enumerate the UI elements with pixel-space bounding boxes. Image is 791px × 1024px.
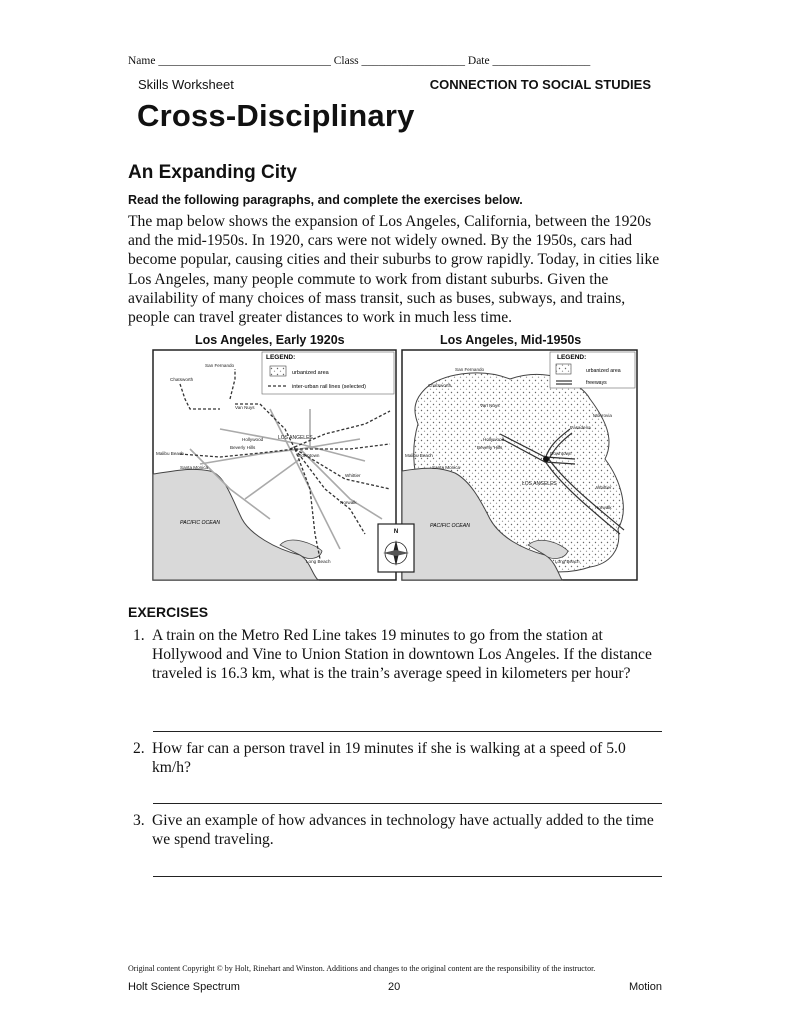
page-title: Cross-Disciplinary <box>137 98 415 133</box>
exercise-number: 1. <box>133 627 145 644</box>
student-info-line <box>128 55 663 67</box>
left-place-beverly-hills: Beverly Hills <box>230 445 256 450</box>
right-downtown-marker <box>543 456 549 462</box>
compass-north-label: N <box>393 529 399 535</box>
right-legend-urban: urbanized area <box>586 368 621 374</box>
exercise-number: 2. <box>133 740 145 757</box>
left-place-malibu-beach: Malibu Beach <box>156 451 184 456</box>
left-place-long-beach: Long Beach <box>306 559 331 564</box>
answer-line-1[interactable] <box>153 731 662 732</box>
left-place-norwalk: Norwalk <box>340 500 357 505</box>
right-map-title: Los Angeles, Mid-1950s <box>440 333 582 347</box>
name-field[interactable]: ______________________________ <box>158 55 331 67</box>
right-ocean-label: PACIFIC OCEAN <box>430 523 470 529</box>
name-label: Name <box>128 55 156 67</box>
book-title: Holt Science Spectrum <box>128 981 240 993</box>
class-label: Class <box>333 55 359 67</box>
right-place-whittier: Whittier <box>596 485 612 490</box>
left-map <box>153 350 399 580</box>
date-field[interactable]: _________________ <box>492 55 591 67</box>
exercise-2 <box>133 739 661 777</box>
worksheet-type: Skills Worksheet <box>138 77 234 92</box>
left-place-los-angeles: LOS ANGELES <box>278 435 313 441</box>
exercise-text: Give an example of how advances in technology have actually added to the time we spend traveling. <box>152 812 654 849</box>
chapter-name: Motion <box>628 981 662 993</box>
right-place-downtown: Downtown <box>550 451 572 456</box>
class-field[interactable]: __________________ <box>361 55 466 67</box>
copyright-notice: Original content Copyright © by Holt, Rinehart and Winston. Additions and changes to the original content are the responsibility of the instructor. <box>128 964 596 973</box>
right-legend-title: LEGEND: <box>557 354 587 361</box>
right-place-monrovia: Monrovia <box>593 413 612 418</box>
right-place-hollywood: Hollywood <box>483 437 505 442</box>
exercises-heading: EXERCISES <box>128 604 209 620</box>
maps-figure <box>150 349 640 584</box>
left-map-title: Los Angeles, Early 1920s <box>195 333 345 347</box>
exercise-1 <box>133 626 661 684</box>
left-legend-rail: inter-urban rail lines (selected) <box>292 384 366 390</box>
left-place-hollywood: Hollywood <box>242 437 264 442</box>
right-place-pasadena: Pasadena <box>570 425 591 430</box>
right-place-beverly-hills: Beverly Hills <box>477 445 503 450</box>
right-place-norwalk: Norwalk <box>595 505 612 510</box>
answer-line-3[interactable] <box>153 876 662 877</box>
left-legend-title: LEGEND: <box>266 354 296 361</box>
left-place-van-nuys: Van Nuys <box>235 405 255 410</box>
exercise-text: How far can a person travel in 19 minutes if she is walking at a speed of 5.0 km/h? <box>152 740 626 777</box>
right-legend-freeways: freeways <box>586 380 607 386</box>
answer-line-2[interactable] <box>153 803 662 804</box>
exercise-number: 3. <box>133 812 145 829</box>
right-place-long-beach: Long Beach <box>555 559 580 564</box>
left-place-chatsworth: Chatsworth <box>170 377 194 382</box>
right-place-chatsworth: Chatsworth <box>428 383 452 388</box>
right-map <box>402 350 637 580</box>
left-place-san-fernando: San Fernando <box>205 363 235 368</box>
left-place-santa-monica: Santa Monica <box>180 465 209 470</box>
left-place-downtown: Downtown <box>298 453 320 458</box>
exercise-text: A train on the Metro Red Line takes 19 minutes to go from the station at Hollywood and Vine to Union Station in downtown Los Angeles. If the distance traveled is 16.3 km, what is the train’s average speed in kilometers per hour? <box>152 627 652 683</box>
instructions: Read the following paragraphs, and complete the exercises below. <box>128 193 523 207</box>
compass-icon <box>378 524 414 572</box>
left-ocean-label: PACIFIC OCEAN <box>180 520 220 526</box>
right-place-san-fernando: San Fernando <box>455 367 485 372</box>
date-label: Date <box>467 55 490 67</box>
right-place-santa-monica: Santa Monica <box>432 465 461 470</box>
left-place-whittier: Whittier <box>345 473 361 478</box>
right-place-los-angeles: LOS ANGELES <box>522 481 557 487</box>
intro-paragraph: The map below shows the expansion of Los Angeles, California, between the 1920s and the mid-1950s. In 1920, cars were not widely owned. By the 1950s, cars had become popular, causing cities and their suburbs to grow rapidly. Today, in cities like Los Angeles, many people commute to work from distant suburbs. Given the availability of many choices of mass transit, such as buses, subways, and trains, people can travel greater distances to work in much less time. <box>128 213 660 327</box>
right-place-van-nuys: Van Nuys <box>480 403 500 408</box>
left-legend-urban: urbanized area <box>292 370 329 376</box>
exercise-3 <box>133 811 661 849</box>
connection-label: CONNECTION TO SOCIAL STUDIES <box>429 77 651 92</box>
section-title: An Expanding City <box>128 162 297 183</box>
right-place-malibu-beach: Malibu Beach <box>405 453 433 458</box>
page-number: 20 <box>388 981 401 993</box>
